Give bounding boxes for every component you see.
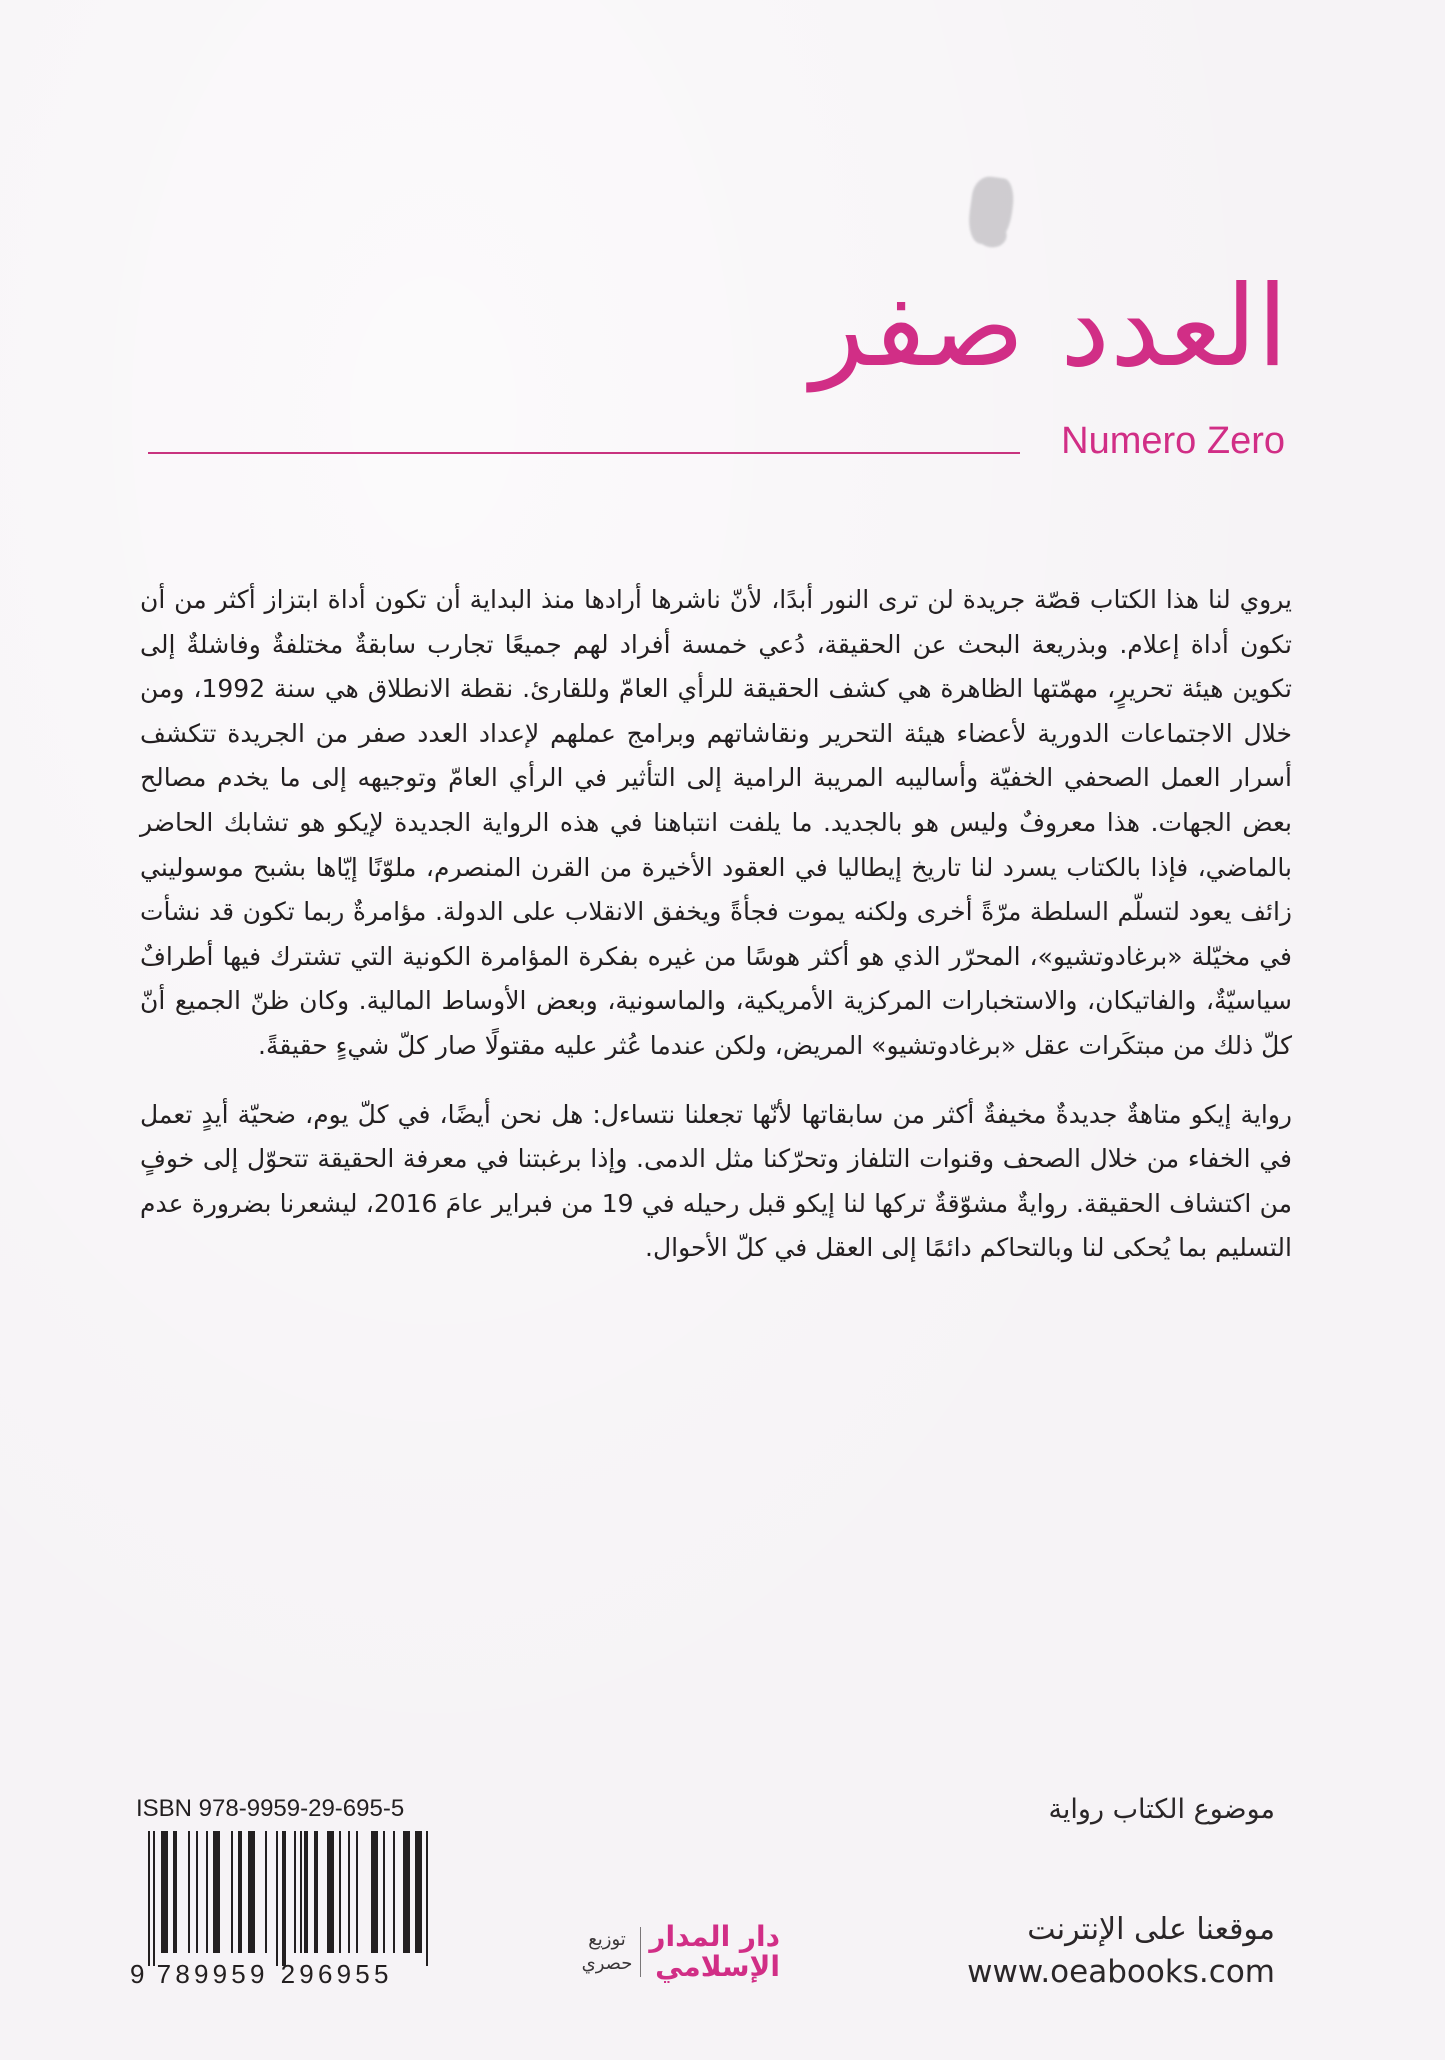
title-latin: Numero Zero [1061,420,1285,462]
distribution-line1: توزيع [588,1929,626,1950]
publisher-name-line1: دار المدار [649,1920,780,1953]
barcode-digits-group2: 296955 [280,1959,393,1989]
blurb-text [140,578,1292,1295]
publisher-name [649,1922,780,1982]
publisher-name-line2: الإسلامي [655,1950,780,1983]
barcode-icon [130,1831,430,1966]
exclusive-distribution-label [582,1928,633,1976]
isbn-number: ISBN 978-9959-29-695-5 [136,1795,405,1822]
website-link[interactable]: www.oeabooks.com [967,1954,1275,1990]
distribution-line2: حصري [581,1953,633,1974]
barcode-digit-first: 9 [130,1959,149,1989]
online-label: موقعنا على الإنترنت [1027,1912,1275,1947]
print-smudge [965,174,1016,247]
book-subject: موضوع الكتاب رواية [1048,1794,1275,1825]
isbn-barcode-block [130,1795,440,1995]
barcode-digits-group1: 789959 [156,1959,269,1989]
title-arabic: العدد صفر [810,262,1288,392]
barcode-digits [130,1959,393,1989]
blurb-paragraph-1: يروي لنا هذا الكتاب قصّة جريدة لن ترى النور أبدًا، لأنّ ناشرها أرادها منذ البداية أن تكون أداة ابتزاز أكثر من أن تكون أداة إعلام. وبذريعة البحث عن الحقيقة، دُعي خمسة أفراد لهم جميعًا تجارب سابقةٌ مختلفةٌ وفاشلةٌ إلى تكوين هيئة تحريرٍ، مهمّتها الظاهرة هي كشف الحقيقة للرأي العامّ وللقارئ. نقطة الانطلاق هي سنة 1992، ومن خلال الاجتماعات الدورية لأعضاء هيئة التحرير ونقاشاتهم وبرامج عملهم لإعداد العدد صفر من الجريدة تتكشف أسرار العمل الصحفي الخفيّة وأساليبه المريبة الرامية إلى التأثير في الرأي العامّ وتوجيهه إلى ما يخدم مصالح بعض الجهات. هذا معروفٌ وليس هو بالجديد. ما يلفت انتباهنا في هذه الرواية الجديدة لإيكو هو تشابك الحاضر بالماضي، فإذا بالكتاب يسرد لنا تاريخ إيطاليا في العقود الأخيرة من القرن المنصرم، ملوّنًا إيّاها بشبح موسوليني زائف يعود لتسلّم السلطة مرّةً أخرى ولكنه يموت فجأةً ويخفق الانقلاب على الدولة. مؤامرةٌ ربما تكون قد نشأت في مخيّلة «برغادوتشيو»، المحرّر الذي هو أكثر هوسًا من غيره بفكرة المؤامرة الكونية التي تشترك فيها أطرافٌ سياسيّةٌ، والفاتيكان، والاستخبارات المركزية الأمريكية، والماسونية، وبعض الأوساط المالية. وكان ظنّ الجميع أنّ كلّ ذلك من مبتكَرات عقل «برغادوتشيو» المريض، ولكن عندما عُثر عليه مقتولًا صار كلّ شيءٍ حقيقةً. [140,585,1292,1060]
logo-divider [640,1927,641,1977]
title-divider [148,452,1020,454]
blurb-paragraph-2: رواية إيكو متاهةٌ جديدةٌ مخيفةٌ أكثر من سابقاتها لأنّها تجعلنا نتساءل: هل نحن أيضًا، في كلّ يوم، ضحيّة أيدٍ تعمل في الخفاء من خلال الصحف وقنوات التلفاز وتحرّكنا مثل الدمى. وإذا برغبتنا في معرفة الحقيقة تتحوّل إلى خوفٍ من اكتشاف الحقيقة. روايةٌ مشوّقةٌ تركها لنا إيكو قبل رحيله في 19 من فبراير عامَ 2016، ليشعرنا بضرورة عدم التسليم بما يُحكى لنا وبالتحاكم دائمًا إلى العقل في كلّ الأحوال. [140,1099,1293,1263]
publisher-logo [570,1912,780,1992]
